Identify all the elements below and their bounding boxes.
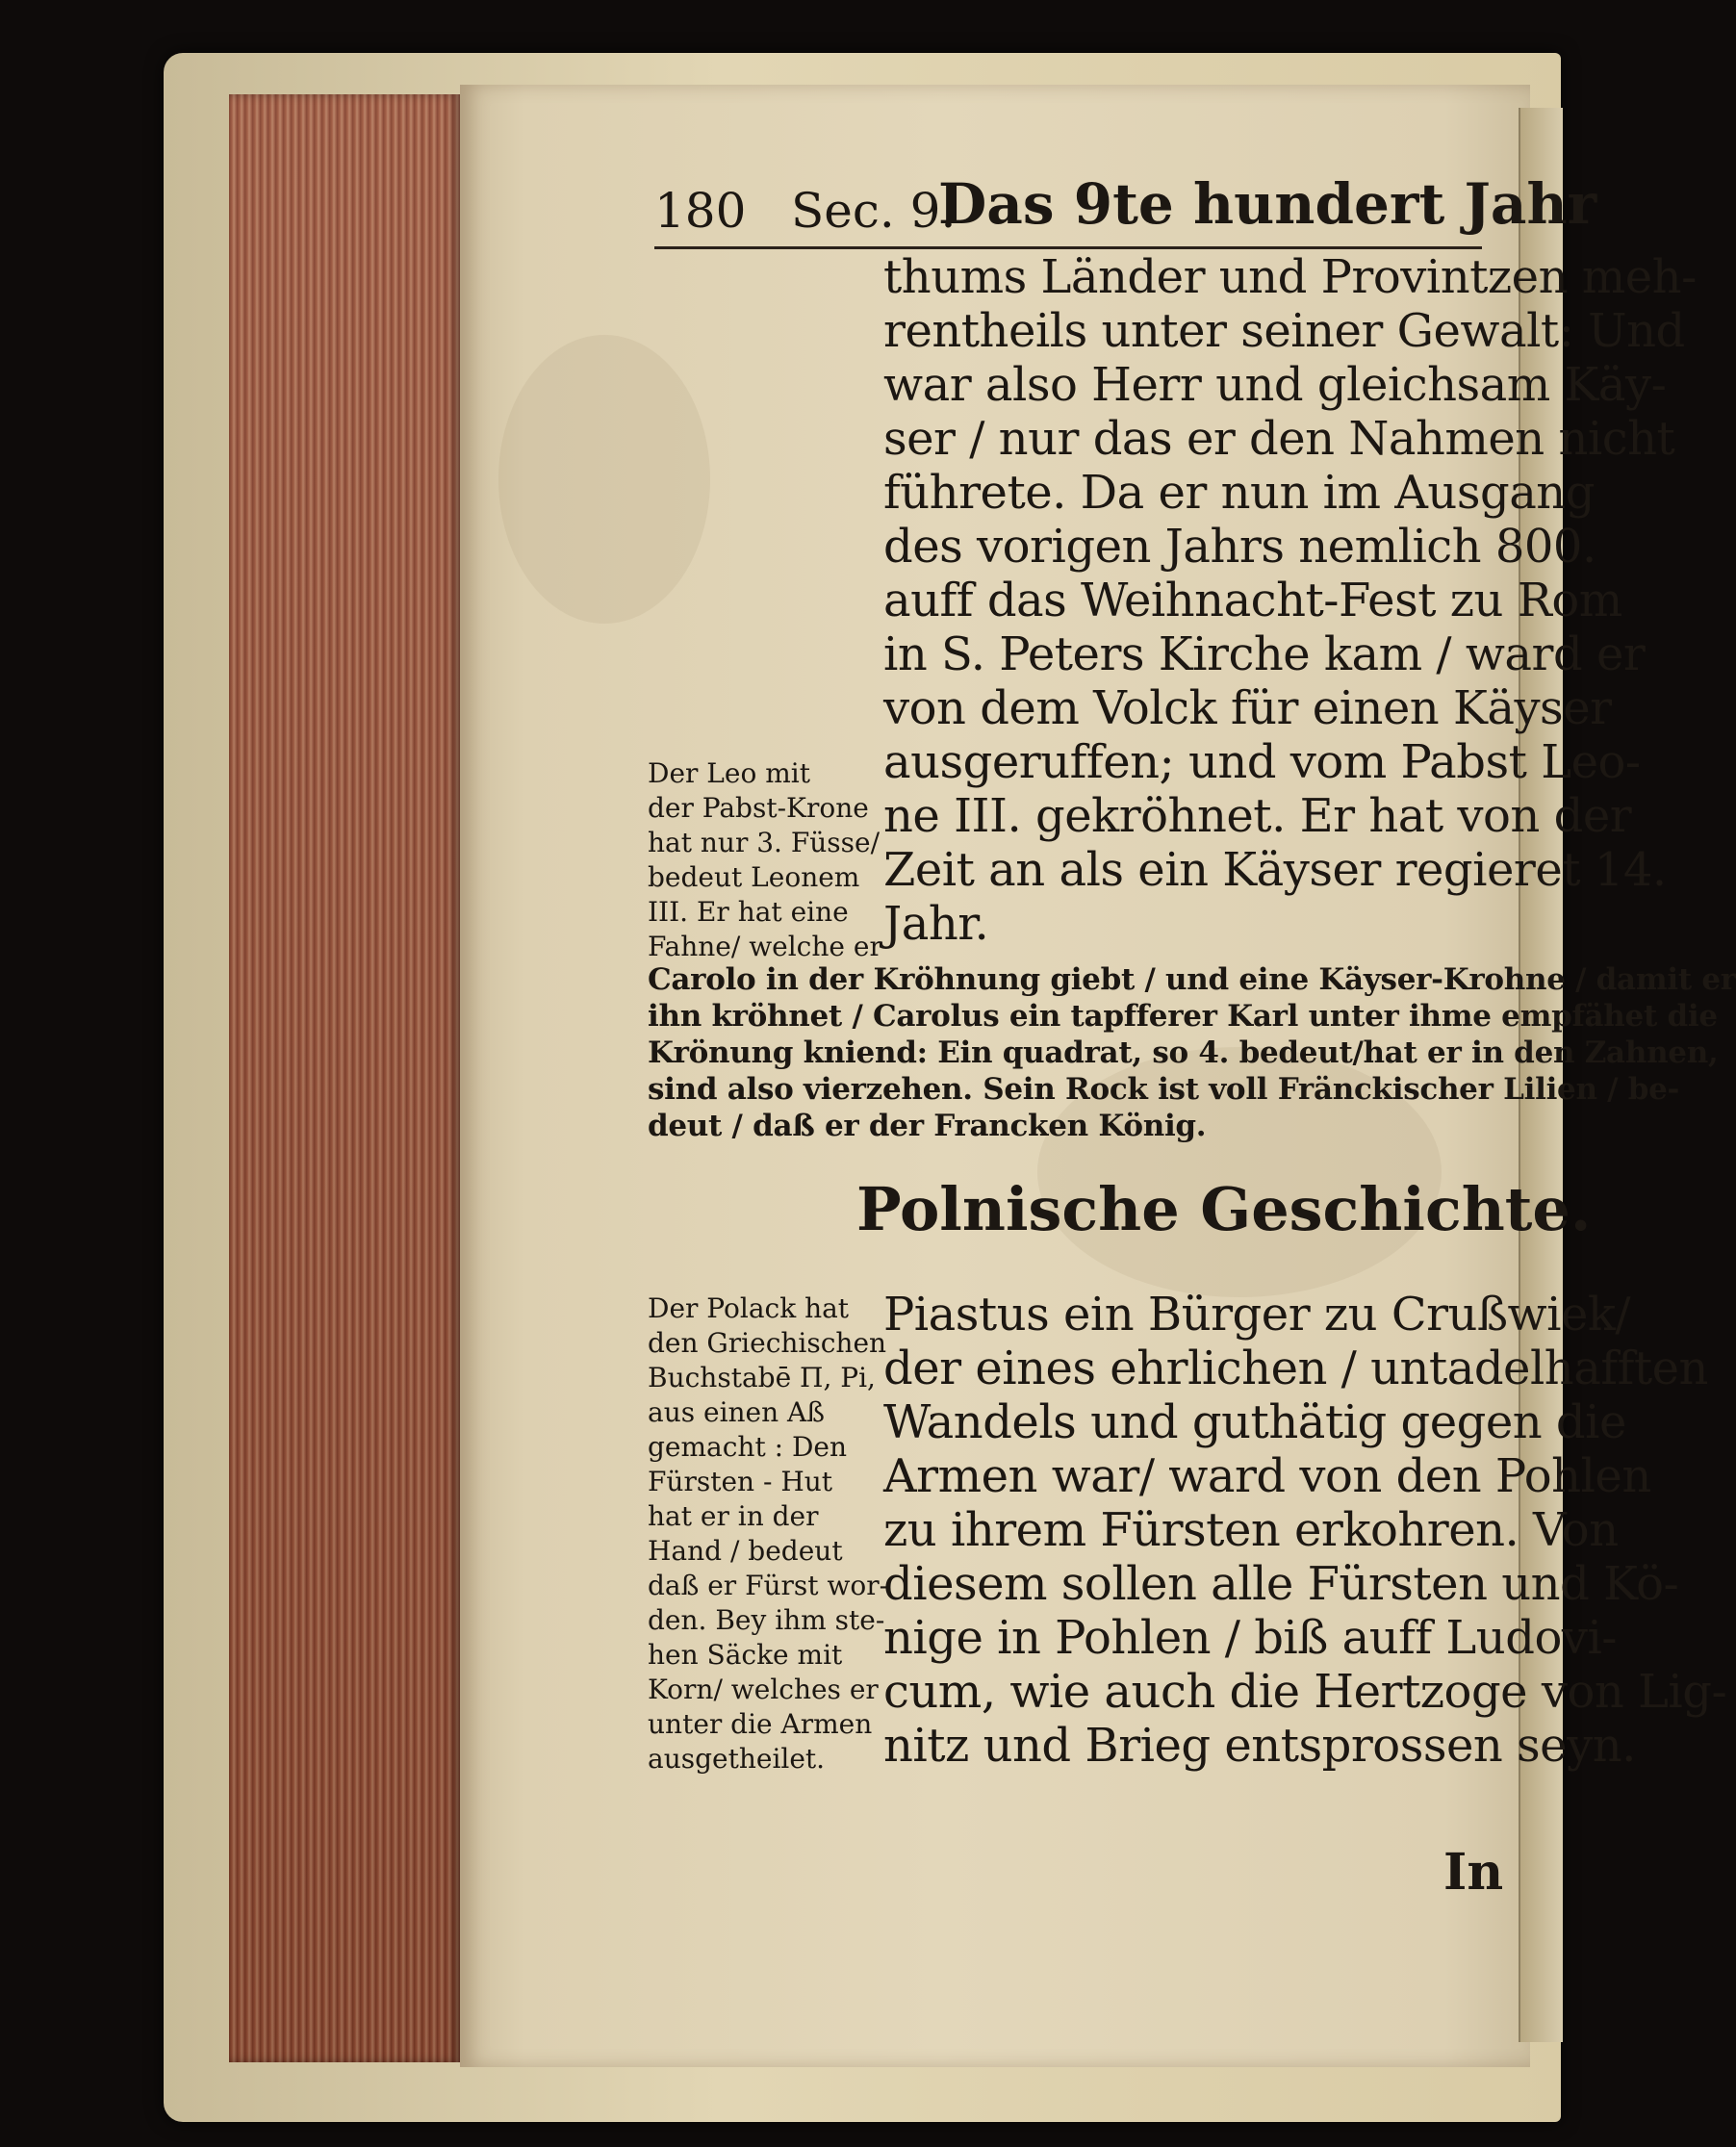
running-title: Das 9te hundert Jahr (938, 171, 1597, 237)
text-line: Zeit an als ein Käyser regieret 14. (883, 843, 1667, 897)
text-line: thums Länder und Provintzen meh- (883, 250, 1697, 304)
margin-note-line: unter die Armen (648, 1708, 873, 1740)
caption-line: deut / daß er der Francken König. (648, 1109, 1207, 1143)
text-line: ser / nur das er den Nahmen nicht (883, 412, 1675, 466)
margin-note-line: ausgetheilet. (648, 1743, 826, 1775)
text-line: in S. Peters Kirche kam / ward er (883, 627, 1646, 681)
margin-note-line: III. Er hat eine (648, 896, 849, 928)
header-rule (654, 246, 1482, 249)
text-line: diesem sollen alle Fürsten und Kö- (883, 1557, 1679, 1611)
margin-note-line: aus einen Aß (648, 1396, 825, 1428)
text-line: nige in Pohlen / biß auff Ludovi- (883, 1611, 1618, 1665)
text-line: ausgeruffen; und vom Pabst Leo- (883, 735, 1641, 789)
margin-note-line: den Griechischen (648, 1327, 887, 1359)
text-line: nitz und Brieg entsprossen seyn. (883, 1719, 1636, 1773)
page-edges (229, 94, 460, 2062)
margin-note-line: Korn/ welches er (648, 1674, 879, 1705)
section-label: Sec. 9. (791, 183, 957, 239)
catchword: In (1443, 1843, 1504, 1902)
margin-note-line: der Pabst-Krone (648, 792, 869, 824)
text-line: Jahr. (883, 897, 989, 951)
section-heading: Polnische Geschichte. (856, 1174, 1592, 1244)
caption-line: sind also vierzehen. Sein Rock ist voll Fränckischer Lilien / be- (648, 1072, 1680, 1107)
text-line: war also Herr und gleichsam Käy- (883, 358, 1667, 412)
text-line: der eines ehrlichen / untadelhafften (883, 1342, 1708, 1395)
margin-note-line: hat nur 3. Füsse/ (648, 827, 881, 858)
text-line: von dem Volck für einen Käyser (883, 681, 1612, 735)
text-line: zu ihrem Fürsten erkohren. Von (883, 1503, 1619, 1557)
caption-line: Krönung kniend: Ein quadrat, so 4. bedeut/hat er in den Zahnen, (648, 1035, 1719, 1070)
page-number: 180 (654, 183, 747, 239)
margin-note-line: Fahne/ welche er (648, 931, 882, 962)
margin-note-line: bedeut Leonem (648, 861, 860, 893)
margin-note-line: den. Bey ihm ste- (648, 1604, 885, 1636)
margin-note-line: Der Polack hat (648, 1292, 850, 1324)
text-line: Wandels und guthätig gegen die (883, 1395, 1626, 1449)
margin-note-line: Hand / bedeut (648, 1535, 843, 1567)
text-line: auff das Weihnacht-Fest zu Rom (883, 574, 1622, 627)
margin-note-line: Fürsten - Hut (648, 1466, 833, 1497)
text-line: Armen war/ ward von den Pohlen (883, 1449, 1651, 1503)
margin-note-line: daß er Fürst wor- (648, 1570, 889, 1601)
margin-note-line: Buchstabē Π, Pi, (648, 1362, 876, 1393)
text-line: rentheils unter seiner Gewalt: Und (883, 304, 1685, 358)
text-line: Piastus ein Bürger zu Crußwiek/ (883, 1288, 1631, 1342)
margin-note-line: Der Leo mit (648, 757, 810, 789)
text-line: führete. Da er nun im Ausgang (883, 466, 1595, 520)
caption-line: Carolo in der Kröhnung giebt / und eine Käyser-Krohne / damit er (648, 962, 1736, 997)
page-stain (498, 335, 710, 624)
text-line: des vorigen Jahrs nemlich 800. (883, 520, 1596, 574)
margin-note-line: hat er in der (648, 1500, 819, 1532)
margin-note-line: gemacht : Den (648, 1431, 847, 1463)
text-line: ne III. gekröhnet. Er hat von der (883, 789, 1632, 843)
caption-line: ihn kröhnet / Carolus ein tapfferer Karl unter ihme empfähet die (648, 999, 1718, 1034)
margin-note-line: hen Säcke mit (648, 1639, 843, 1671)
text-line: cum, wie auch die Hertzoge von Lig- (883, 1665, 1727, 1719)
